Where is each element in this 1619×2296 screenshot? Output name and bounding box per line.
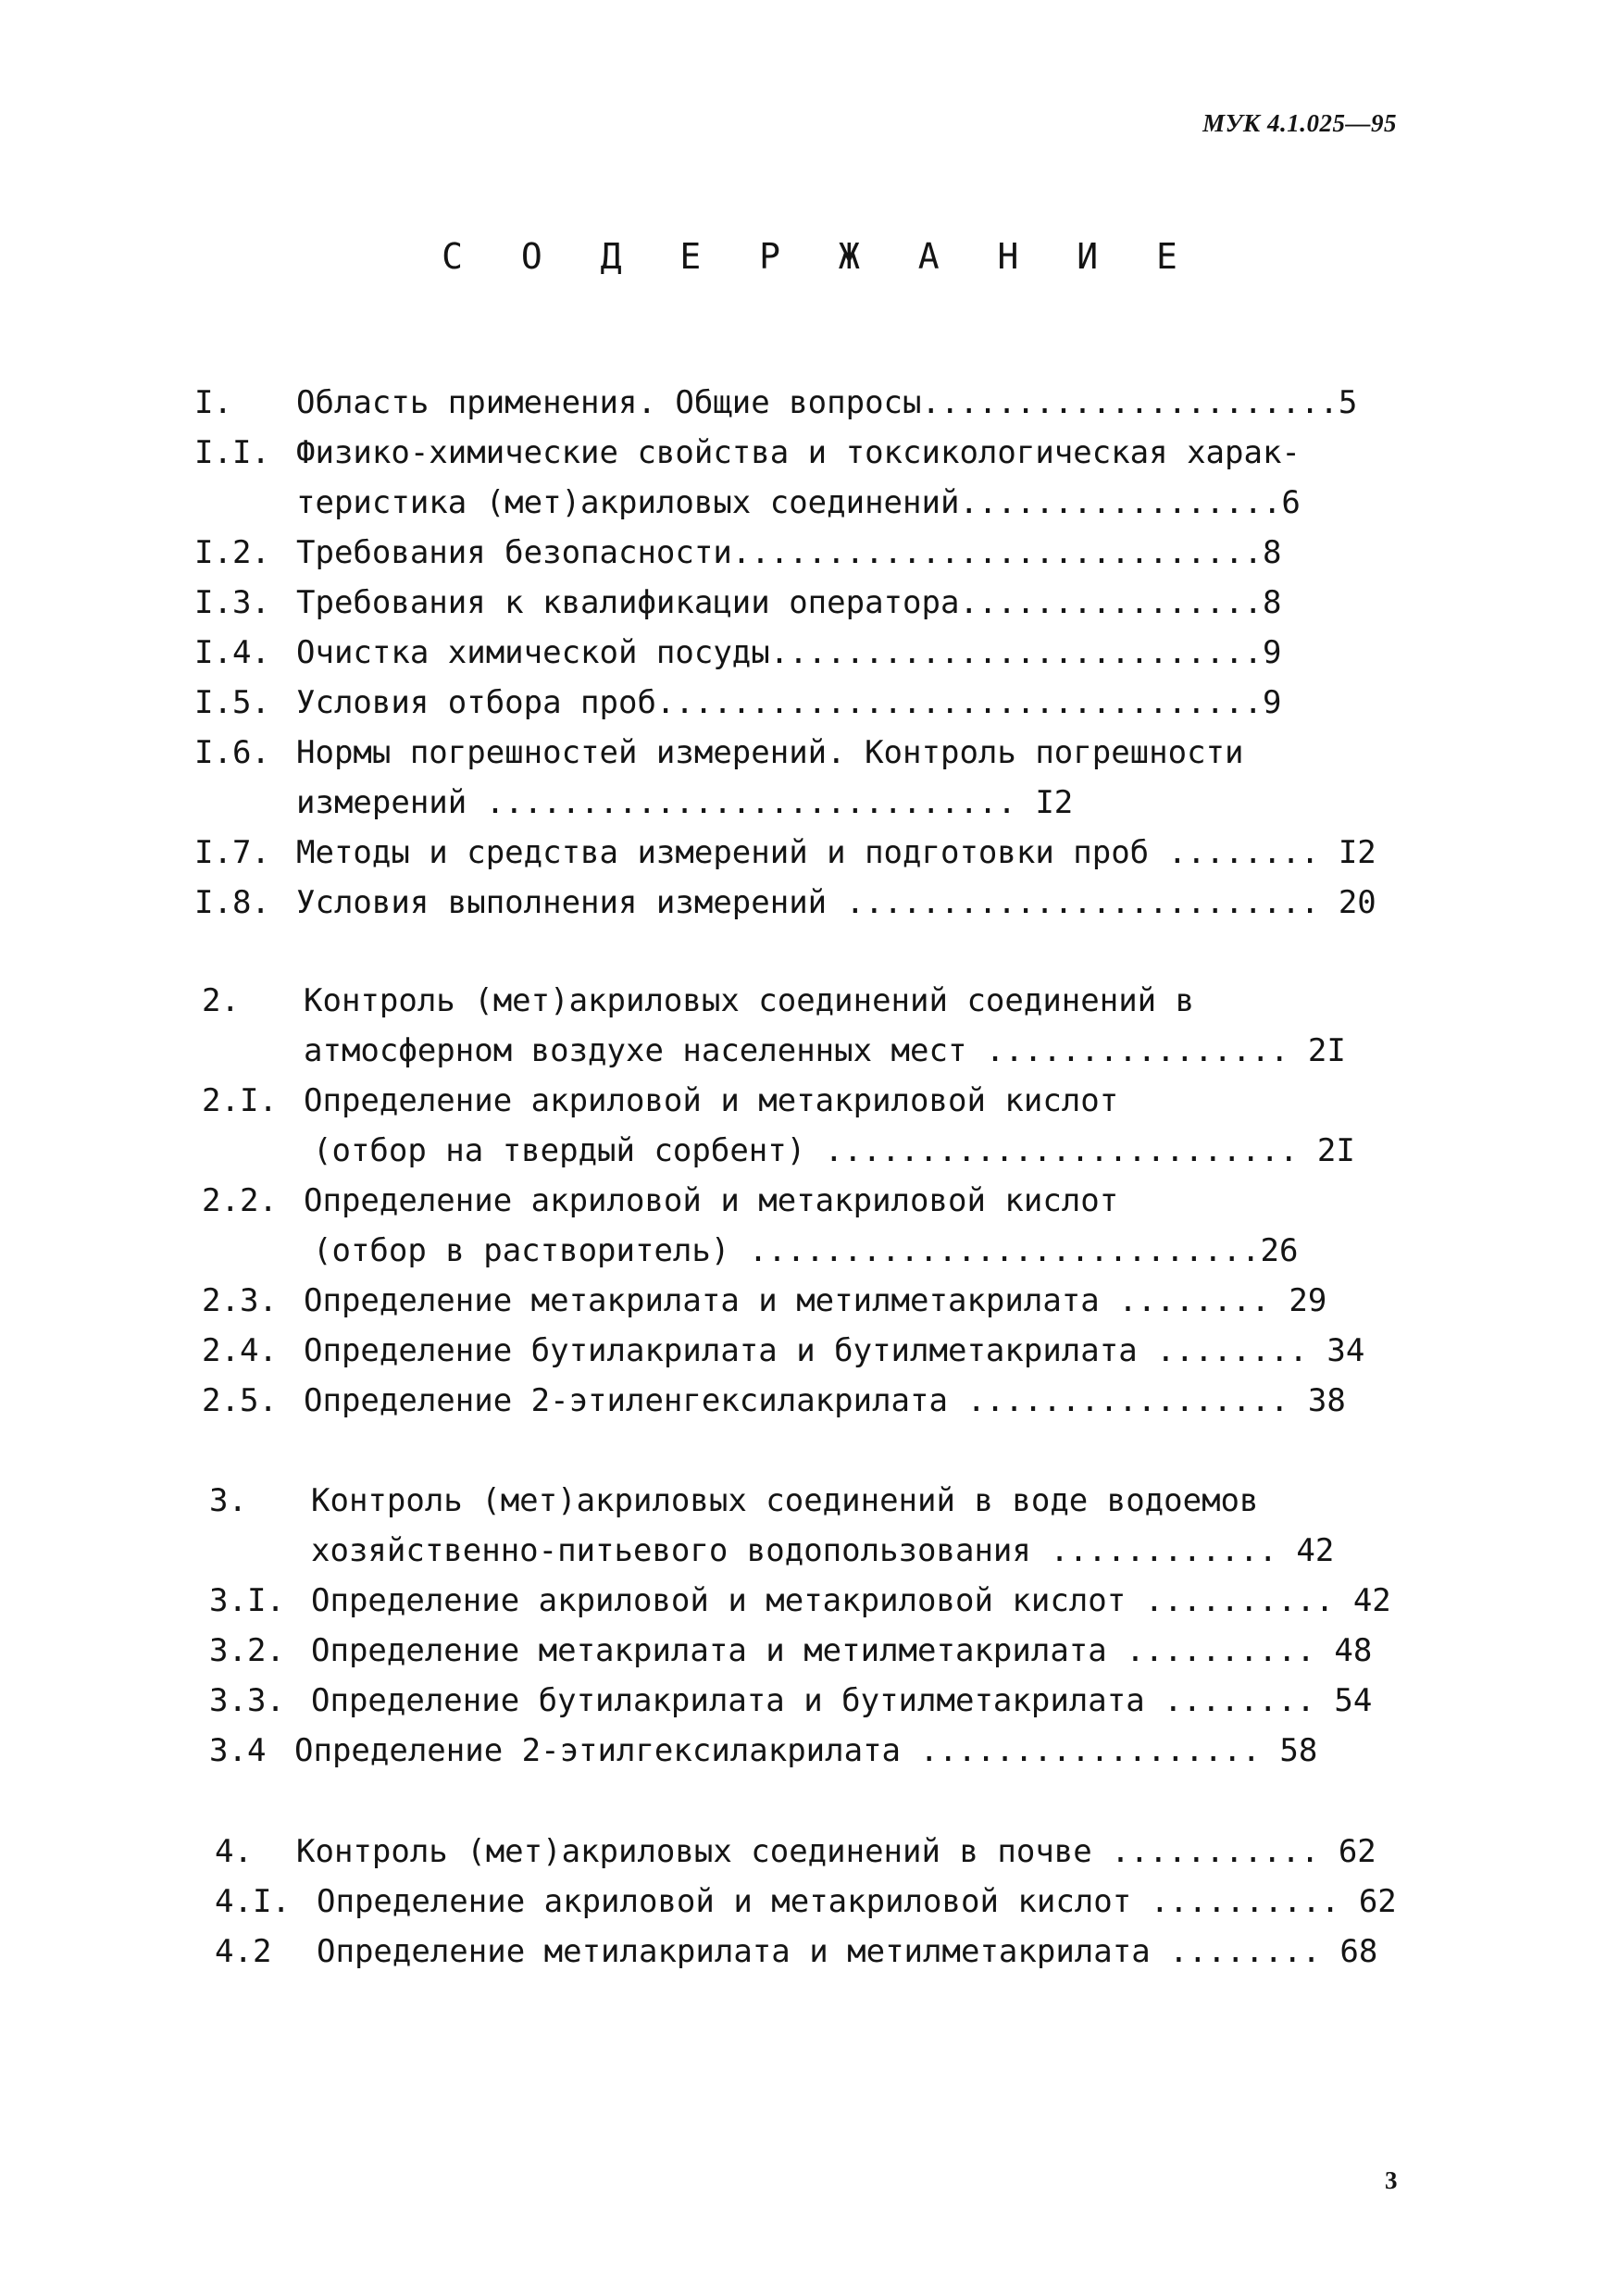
- toc-entry-title: Определение акриловой и метакриловой кислот: [304, 1182, 1119, 1219]
- toc-entry-number: 4.2: [215, 1933, 272, 1970]
- toc-entry-title: теристика (мет)акриловых соединений.................6: [296, 484, 1301, 521]
- toc-entry-title: Очистка химической посуды..........................9: [296, 634, 1282, 671]
- toc-entry-title: измерений ............................ I2: [296, 784, 1074, 821]
- document-code: МУК 4.1.025—95: [1202, 109, 1397, 137]
- toc-entry-title: атмосферном воздухе населенных мест ................ 2I: [304, 1032, 1346, 1069]
- toc-entry-title: Методы и средства измерений и подготовки проб ........ I2: [296, 834, 1376, 871]
- toc-entry-title: Контроль (мет)акриловых соединений в почве ........... 62: [296, 1833, 1376, 1870]
- toc-entry-number: I.I.: [194, 434, 270, 471]
- toc-entry-title: Определение 2-этиленгексилакрилата ................. 38: [304, 1382, 1346, 1419]
- toc-entry-number: 3.4: [209, 1732, 267, 1769]
- toc-entry-title: Определение бутилакрилата и бутилметакрилата ........ 34: [304, 1332, 1365, 1369]
- toc-entry: [194, 430, 1463, 476]
- toc-entry-title: Контроль (мет)акриловых соединений соединений в: [304, 982, 1195, 1019]
- toc-entry-title: Определение метилакрилата и метилметакрилата ........ 68: [317, 1933, 1378, 1970]
- toc-entry-number: 2.5.: [202, 1382, 278, 1419]
- toc-entry-continuation: [194, 480, 1463, 526]
- page-number: 3: [1385, 2166, 1398, 2194]
- toc-entry: [194, 630, 1463, 676]
- toc-entry: [215, 1878, 1483, 1925]
- toc-entry-number: 4.: [215, 1833, 253, 1870]
- toc-entry: [209, 1678, 1477, 1724]
- toc-entry-title: Область применения. Общие вопросы......................5: [296, 384, 1358, 421]
- toc-entry-title: Определение метакрилата и метилметакрилата .......... 48: [311, 1632, 1373, 1669]
- toc-entry-number: I.4.: [194, 634, 270, 671]
- toc-entry-title: (отбор в растворитель) ...........................26: [313, 1232, 1299, 1269]
- toc-entry-title: Нормы погрешностей измерений. Контроль погрешности: [296, 734, 1244, 771]
- toc-entry-continuation: [209, 1528, 1477, 1574]
- toc-entry-title: Определение 2-этилгексилакрилата .................. 58: [294, 1732, 1318, 1769]
- toc-entry: [194, 830, 1463, 876]
- toc-entry-continuation: [202, 1128, 1470, 1174]
- toc-entry-title: Требования безопасности............................8: [296, 534, 1282, 571]
- toc-entry: [194, 730, 1463, 776]
- toc-entry-title: Физико-химические свойства и токсикологическая харак-: [296, 434, 1301, 471]
- toc-entry-continuation: [202, 1028, 1470, 1074]
- toc-entry-continuation: [202, 1228, 1470, 1274]
- toc-entry: [202, 1328, 1470, 1374]
- toc-entry-title: Определение бутилакрилата и бутилметакрилата ........ 54: [311, 1682, 1373, 1719]
- toc-entry-continuation: [194, 780, 1463, 826]
- toc-entry-title: Условия выполнения измерений ......................... 20: [296, 884, 1376, 921]
- toc-entry: [194, 530, 1463, 576]
- toc-entry-title: Условия отбора проб................................9: [296, 684, 1282, 721]
- toc-entry-number: 4.I.: [215, 1883, 291, 1920]
- toc-entry-number: I.8.: [194, 884, 270, 921]
- toc-entry: [202, 978, 1470, 1024]
- toc-entry-number: 2.I.: [202, 1082, 278, 1119]
- toc-entry: [209, 1478, 1477, 1524]
- toc-entry: [202, 1178, 1470, 1224]
- toc-entry-number: 2.3.: [202, 1282, 278, 1319]
- toc-entry-number: 3.2.: [209, 1632, 285, 1669]
- toc-entry-title: Определение акриловой и метакриловой кислот .......... 62: [317, 1883, 1397, 1920]
- toc-entry-title: Определение акриловой и метакриловой кислот: [304, 1082, 1119, 1119]
- page-title: С О Д Е Р Ж А Н И Е: [442, 236, 1196, 277]
- toc-entry-number: 2.2.: [202, 1182, 278, 1219]
- toc-entry-title: Определение метакрилата и метилметакрилата ........ 29: [304, 1282, 1327, 1319]
- toc-entry-number: I.3.: [194, 584, 270, 621]
- toc-entry-title: хозяйственно-питьевого водопользования ............ 42: [311, 1532, 1335, 1569]
- toc-entry-number: 3.I.: [209, 1582, 285, 1619]
- toc-entry-title: Требования к квалификации оператора................8: [296, 584, 1282, 621]
- toc-entry: [215, 1928, 1483, 1975]
- toc-entry: [202, 1278, 1470, 1324]
- toc-entry: [209, 1728, 1477, 1774]
- toc-entry-number: I.5.: [194, 684, 270, 721]
- toc-entry: [194, 880, 1463, 926]
- toc-entry-number: I.: [194, 384, 232, 421]
- toc-entry-title: Определение акриловой и метакриловой кислот .......... 42: [311, 1582, 1391, 1619]
- toc-entry: [202, 1378, 1470, 1424]
- toc-entry-number: I.2.: [194, 534, 270, 571]
- toc-entry-number: 3.3.: [209, 1682, 285, 1719]
- toc-entry: [202, 1078, 1470, 1124]
- toc-entry: [194, 680, 1463, 726]
- toc-entry-number: 2.: [202, 982, 240, 1019]
- toc-entry: [215, 1828, 1483, 1875]
- toc-entry-number: I.7.: [194, 834, 270, 871]
- toc-entry-title: Контроль (мет)акриловых соединений в воде водоемов: [311, 1482, 1259, 1519]
- toc-entry-number: 3.: [209, 1482, 247, 1519]
- toc-entry: [209, 1628, 1477, 1674]
- toc-entry-number: 2.4.: [202, 1332, 278, 1369]
- toc-entry: [194, 580, 1463, 626]
- toc-entry: [209, 1578, 1477, 1624]
- toc-entry-title: (отбор на твердый сорбент) ......................... 2I: [313, 1132, 1355, 1169]
- toc-entry-number: I.6.: [194, 734, 270, 771]
- toc-entry: [194, 380, 1463, 426]
